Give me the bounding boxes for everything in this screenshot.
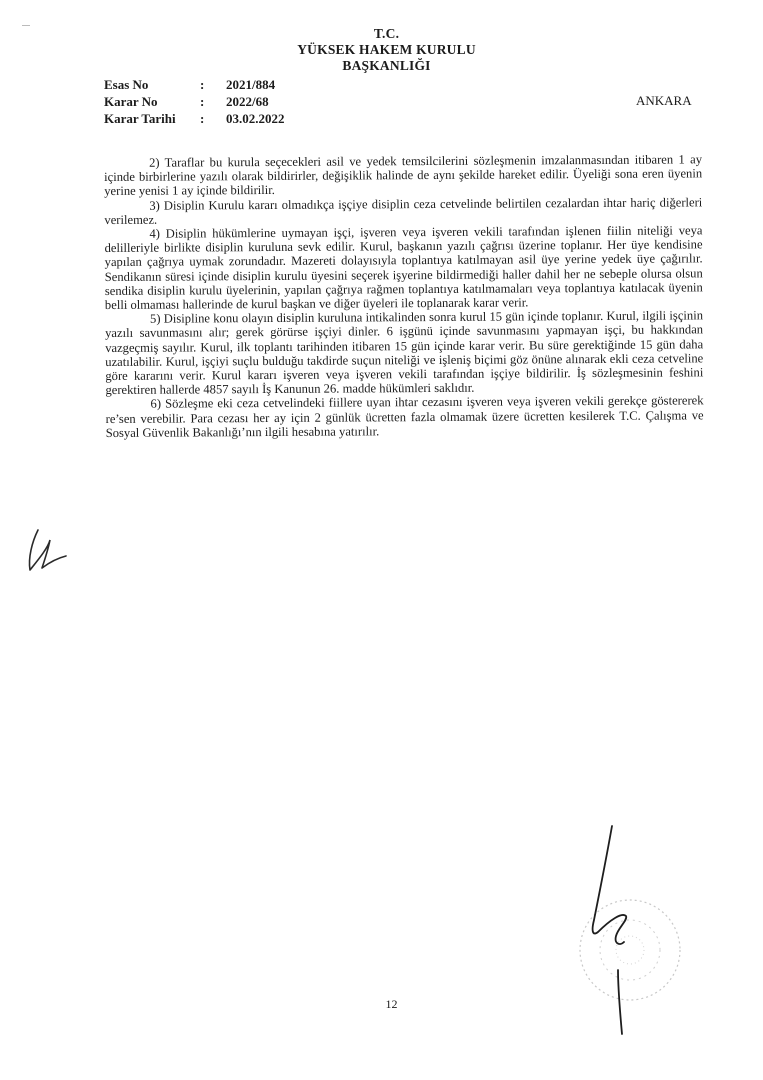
paragraph-6: 6) Sözleşme eki ceza cetvelindeki fiillere uyan ihtar cezasını işveren veya işveren vekili gerekçe göstererek re’sen verebilir. Para cezası her ay için 2 günlük ücretten fazla olmamak üzere ücretten kesilerek T.C. Çalışma ve Sosyal Güvenlik Bakanlığı’nın ilgili hesabına yatırılır.: [105, 393, 704, 440]
case-number-value: 2021/884: [226, 77, 276, 92]
case-number-colon: :: [200, 77, 205, 92]
decision-number-colon: :: [200, 94, 205, 109]
decision-date-colon: :: [200, 111, 205, 126]
paragraph-5: 5) Disipline konu olayın disiplin kuruluna intikalinden sonra kurul 15 gün içinde toplanır. Kurul, ilgili işçinin yazılı savunmasını alır; gerek görürse işçiyi dinler. 6 işgünü içinde savunmasını yapmayan işçi, bu hakkından vazgeçmiş sayılır. Kurul, ilk toplantı tarihinden itibaren 15 gün içinde karar verir. Bu süre gerektiğinde 15 gün daha uzatılabilir. Kurul, işçiyi suçlu bulduğu takdirde suçun niteliği ve işleniş biçimi göz önüne alınarak ekli ceza cetveline göre kararını verir. Kurul kararı işveren veya işveren vekili tarafından işçiye bildirilir. İş sözleşmesinin feshini gerektiren hallerde 4857 sayılı İş Kanunun 26. madde hükümleri saklıdır.: [105, 308, 704, 398]
page-number: 12: [385, 997, 398, 1011]
decision-date-label: Karar Tarihi: [104, 111, 176, 126]
decision-number-value: 2022/68: [226, 94, 269, 109]
header-tc: T.C.: [373, 26, 400, 41]
paragraph-2: 2) Taraflar bu kurula seçecekleri asil ve yedek temsilcilerini sözleşmenin imzalanmasından itibaren 1 ay içinde birbirlerine yazılı olarak bildirirler, değişiklik halinde de aynı şekilde hareket edilir. Üyeliği sona eren üyenin yerine yenisi 1 ay içinde bildirilir.: [104, 152, 703, 199]
decision-date-row: [104, 110, 285, 127]
decision-number-row: [104, 93, 285, 110]
case-info: [104, 76, 285, 127]
document-header: [0, 26, 763, 74]
paragraph-4: 4) Disiplin hükümlerine uymayan işçi, işveren veya işveren vekili tarafından işlenen fiilin niteliği veya delilleriyle birlikte disiplin kuruluna sevk edilir. Kurul, başkanın yazılı çağrısı üzerine toplanır. Her üye kendisine yapılan çağrıya uymak zorundadır. Mazereti dolayısıyla toplantıya katılmayan asil üye yerine yedek üye çağırılır. Sendikanın süresi içinde disiplin kurulu üyesini seçerek işyerine bildirmediği haller dahil her ne sebeple olursa olsun sendika disiplin kurulu üyelerinin, yapılan çağrıya rağmen toplantıya katılmamaları veya toplantıya katılacak üyenin belli olmaması hallerinde de kurul başkan ve diğer üyeleri ile toplanarak karar verir.: [104, 223, 703, 313]
paraf-initials: [24, 520, 70, 576]
document-body: [104, 152, 704, 440]
case-number-row: [104, 76, 285, 93]
decision-number-label: Karar No: [104, 94, 158, 109]
case-number-label: Esas No: [104, 77, 149, 92]
paragraph-3: 3) Disiplin Kurulu kararı olmadıkça işçiye disiplin ceza cetvelinde belirtilen cezalardan ihtar hariç diğerleri verilemez.: [104, 194, 703, 227]
header-office: BAŞKANLIĞI: [342, 58, 431, 73]
decision-date-value: 03.02.2022: [226, 111, 285, 126]
header-institution: YÜKSEK HAKEM KURULU: [297, 42, 476, 57]
city-label: ANKARA: [636, 93, 692, 108]
